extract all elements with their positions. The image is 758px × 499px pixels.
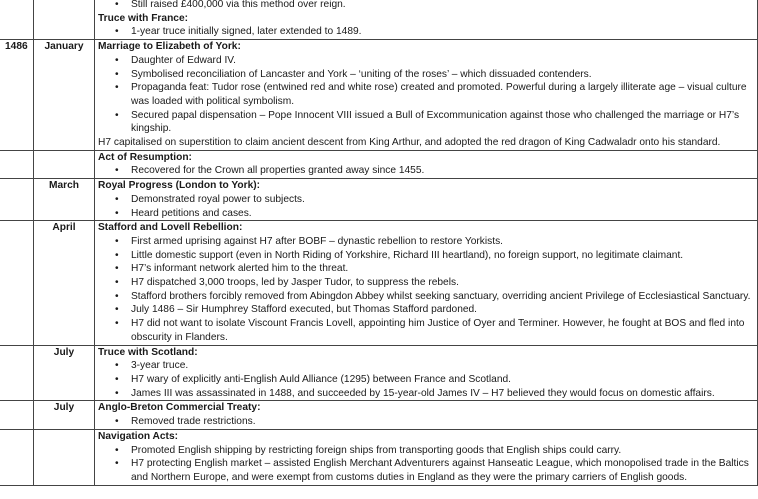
table-row bbox=[0, 345, 758, 401]
year-cell bbox=[0, 0, 34, 40]
month-cell: July bbox=[34, 345, 95, 401]
list-item: • James III was assassinated in 1488, and succeeded by 15-year-old James IV – H7 believed they would focus on domestic affairs. bbox=[131, 387, 757, 401]
list-item: • Little domestic support (even in North Riding of Yorkshire, Richard III heartland), no foreign support, no legitimate claimant. bbox=[131, 249, 757, 263]
list-item: • Symbolised reconciliation of Lancaster and York – ‘uniting of the roses’ – which dissuaded contenders. bbox=[131, 68, 757, 82]
table-row bbox=[0, 0, 758, 40]
list-item: • July 1486 – Sir Humphrey Stafford executed, but Thomas Stafford pardoned. bbox=[131, 303, 757, 317]
year-cell bbox=[0, 345, 34, 401]
bullet-list bbox=[98, 54, 757, 136]
list-item: • Still raised £400,000 via this method over reign. bbox=[131, 0, 757, 12]
year-cell bbox=[0, 179, 34, 221]
month-cell: March bbox=[34, 179, 95, 221]
table-row bbox=[0, 40, 758, 151]
list-item: • Removed trade restrictions. bbox=[131, 415, 757, 429]
event-heading: Truce with France: bbox=[98, 12, 189, 24]
list-item: • 3-year truce. bbox=[131, 359, 757, 373]
year-cell bbox=[0, 401, 34, 429]
bullet-list bbox=[98, 415, 757, 429]
table-row bbox=[0, 429, 758, 485]
bullet-list bbox=[98, 164, 757, 178]
list-item: • Promoted English shipping by restricting foreign ships from transporting goods that English ships could carry. bbox=[131, 444, 757, 458]
bullet-list bbox=[98, 444, 757, 485]
bullet-list bbox=[98, 359, 757, 400]
list-item: • H7 protecting English market – assisted English Merchant Adventurers against Hanseatic League, which monopolised trade in the Baltics and Northern Europe, and were exempt from customs duties in England as they were the primary carriers of English goods. bbox=[131, 457, 757, 484]
bullet-list bbox=[98, 0, 757, 12]
event-heading: Royal Progress (London to York): bbox=[98, 180, 261, 192]
table-row bbox=[0, 401, 758, 429]
year-cell bbox=[0, 221, 34, 345]
event-cell bbox=[95, 0, 758, 40]
table-row bbox=[0, 179, 758, 221]
month-cell bbox=[34, 429, 95, 485]
list-item: • Secured papal dispensation – Pope Innocent VIII issued a Bull of Excommunication against those who challenged the marriage or H7’s kingship. bbox=[131, 109, 757, 136]
event-cell bbox=[95, 429, 758, 485]
month-cell: July bbox=[34, 401, 95, 429]
month-cell bbox=[34, 150, 95, 178]
list-item: • H7’s informant network alerted him to the threat. bbox=[131, 262, 757, 276]
list-item: • 1-year truce initially signed, later extended to 1489. bbox=[131, 25, 757, 39]
event-heading: Anglo-Breton Commercial Treaty: bbox=[98, 402, 261, 414]
list-item: • Recovered for the Crown all properties granted away since 1455. bbox=[131, 164, 757, 178]
event-cell bbox=[95, 401, 758, 429]
table-row bbox=[0, 221, 758, 345]
event-cell bbox=[95, 150, 758, 178]
event-cell bbox=[95, 40, 758, 151]
month-cell: January bbox=[34, 40, 95, 151]
list-item: • First armed uprising against H7 after BOBF – dynastic rebellion to restore Yorkists. bbox=[131, 235, 757, 249]
table-row bbox=[0, 150, 758, 178]
event-cell bbox=[95, 179, 758, 221]
event-heading: Truce with Scotland: bbox=[98, 346, 198, 358]
list-item: • Heard petitions and cases. bbox=[131, 207, 757, 221]
event-heading: Act of Resumption: bbox=[98, 151, 192, 163]
bullet-list bbox=[98, 193, 757, 220]
event-heading: Navigation Acts: bbox=[98, 430, 179, 442]
list-item: • Demonstrated royal power to subjects. bbox=[131, 193, 757, 207]
event-cell bbox=[95, 345, 758, 401]
list-item: • Stafford brothers forcibly removed from Abingdon Abbey whilst seeking sanctuary, overriding ancient Privilege of Ecclesiastical Sanctuary. bbox=[131, 290, 757, 304]
month-cell bbox=[34, 0, 95, 40]
bullet-list bbox=[98, 25, 757, 39]
bullet-list bbox=[98, 235, 757, 345]
list-item: • H7 wary of explicitly anti-English Auld Alliance (1295) between France and Scotland. bbox=[131, 373, 757, 387]
list-item: • Propaganda feat: Tudor rose (entwined red and white rose) created and promoted. Powerful during a largely illiterate age – visual culture was loaded with political symbolism. bbox=[131, 81, 757, 108]
event-note: H7 capitalised on superstition to claim ancient descent from King Arthur, and adopted the red dragon of King Cadwaladr onto his standard. bbox=[98, 137, 721, 149]
list-item: • H7 dispatched 3,000 troops, led by Jasper Tudor, to suppress the rebels. bbox=[131, 276, 757, 290]
event-heading: Stafford and Lovell Rebellion: bbox=[98, 222, 243, 234]
list-item: • H7 did not want to isolate Viscount Francis Lovell, appointing him Justice of Oyer and Terminer. However, he fought at BOS and fled into obscurity in Flanders. bbox=[131, 317, 757, 344]
year-cell bbox=[0, 150, 34, 178]
event-heading: Marriage to Elizabeth of York: bbox=[98, 41, 241, 53]
list-item: • Daughter of Edward IV. bbox=[131, 54, 757, 68]
event-cell bbox=[95, 221, 758, 345]
month-cell: April bbox=[34, 221, 95, 345]
year-cell: 1486 bbox=[0, 40, 34, 151]
year-cell bbox=[0, 429, 34, 485]
